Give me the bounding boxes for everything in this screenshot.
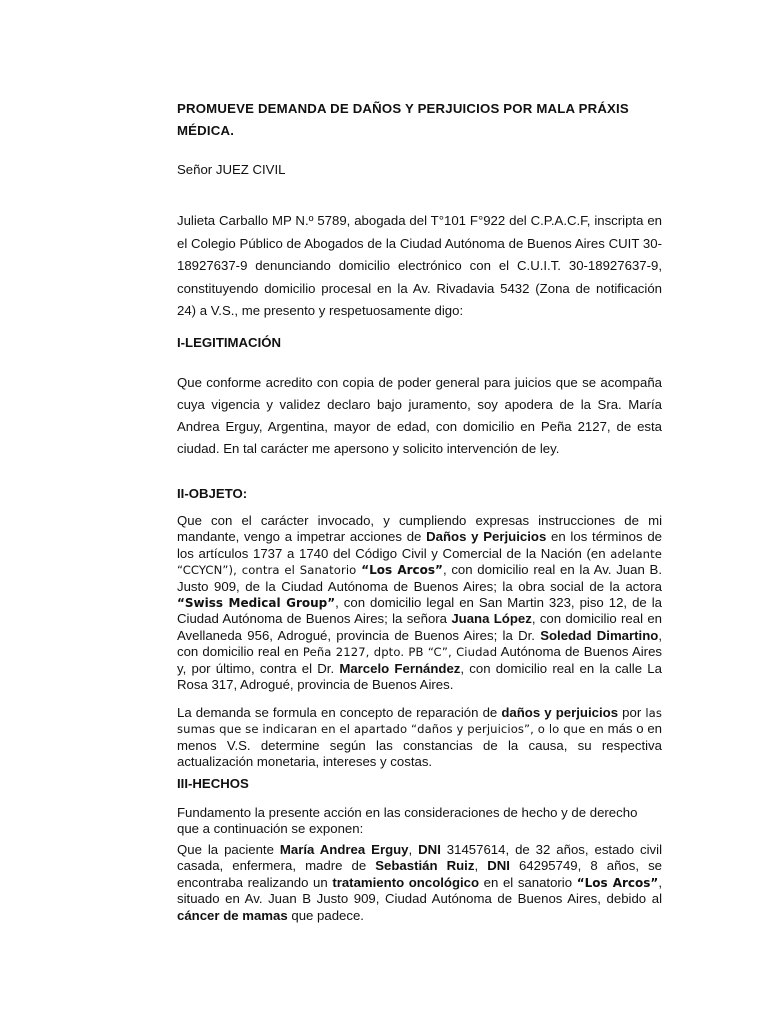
bold-sebastian-ruiz: Sebastián Ruiz xyxy=(375,858,475,874)
document-title: PROMUEVE DEMANDA DE DAÑOS Y PERJUICIOS POR MALA PRÁXIS MÉDICA. xyxy=(177,101,629,138)
text-run: en el sanatorio xyxy=(479,874,577,890)
text-run: , situado en Av. Juan B Justo 909, Ciudad Autónoma de Buenos Aires, debido al xyxy=(177,874,662,907)
bold-danos-perjuicios: Daños y Perjuicios xyxy=(426,529,547,545)
bold-tratamiento-oncologico: tratamiento oncológico xyxy=(332,874,480,890)
section-heading-hechos: III-HECHOS xyxy=(177,776,249,791)
hechos-paragraph xyxy=(177,842,662,924)
bold-danos-perjuicios: daños y perjuicios xyxy=(501,705,619,720)
text-run: , con domicilio legal en San Martin 323, piso 12, de la Ciudad Autónoma de Buenos Aires; la señora xyxy=(177,595,662,627)
text-run: , con domicilio real en la Av. Juan B. Justo 909, de la Ciudad Autónoma de Buenos Aires; la obra social de la actora xyxy=(177,562,662,594)
text-run: Peña 2127, dpto. PB “C”, Ciudad xyxy=(302,645,498,660)
text-run: La demanda se formula en concepto de reparación de xyxy=(177,705,502,720)
text-run: 64295749, 8 años, se encontraba realizando un xyxy=(177,858,662,890)
bold-maria-andrea-erguy: María Andrea Erguy xyxy=(279,842,409,857)
text-run: que padece. xyxy=(287,907,364,923)
section-heading-legitimacion: I-LEGITIMACIÓN xyxy=(177,335,282,350)
text-run: por xyxy=(618,705,646,720)
text-run: Que la paciente xyxy=(177,842,280,857)
text-run: , xyxy=(408,842,419,857)
bold-soledad-dimartino: Soledad Dimartino xyxy=(540,627,659,643)
bold-marcelo-fernandez: Marcelo Fernández xyxy=(339,660,461,676)
bold-los-arcos: “Los Arcos” xyxy=(361,563,443,578)
fundamento-paragraph: Fundamento la presente acción en las consideraciones de hecho y de derecho que a continuación se exponen: xyxy=(177,805,638,837)
intro-paragraph: Julieta Carballo MP N.º 5789, abogada del T°101 F°922 del C.P.A.C.F, inscripta en el Colegio Público de Abogados de la Ciudad Autónoma de Buenos Aires CUIT 30-18927637-9 denunciando domicilio electrónico con el C.U.I.T. 30-18927637-9, constituyendo domicilio procesal en la Av. Rivadavia 5432 (Zona de notificación 24) a V.S., me presento y respetuosamente digo: xyxy=(177,213,662,318)
text-run: , xyxy=(474,858,488,874)
text-run: , con domicilio real en Avellaneda 956, Adrogué, provincia de Buenos Aires; la Dr. xyxy=(177,611,662,643)
text-run: Autónoma de Buenos Aires y, por último, contra el Dr. xyxy=(177,644,663,676)
text-run: Que con el carácter invocado, y cumpliendo expresas instrucciones de mi mandante, vengo a impetrar acciones de xyxy=(177,513,662,545)
text-run: en los términos de los artículos 1737 a 1740 del Código Civil y Comercial de la Nación (en xyxy=(177,529,663,561)
bold-juana-lopez: Juana López xyxy=(451,611,532,627)
text-run: , con domicilio real en la calle La Rosa 317, Adrogué, provincia de Buenos Aires. xyxy=(177,660,662,693)
bold-swiss-medical: “Swiss Medical Group” xyxy=(177,596,336,611)
text-run: 31457614, de 32 años, estado civil casada, enfermera, madre de xyxy=(177,842,662,874)
text-run: más o en menos V.S. determine según las constancias de la causa, su respectiva actualización monetaria, intereses y costas. xyxy=(177,721,662,770)
bold-cancer-de-mamas: cáncer de mamas xyxy=(177,907,288,923)
text-run: , con domicilio real en xyxy=(177,627,662,660)
objeto-paragraph xyxy=(177,513,662,693)
bold-dni: DNI xyxy=(418,842,441,857)
section-heading-objeto: II-OBJETO: xyxy=(177,486,248,501)
bold-los-arcos: “Los Arcos” xyxy=(576,875,659,890)
bold-dni: DNI xyxy=(487,858,510,874)
addressee: Señor JUEZ CIVIL xyxy=(177,162,286,177)
demanda-paragraph xyxy=(177,705,662,771)
text-run: las sumas que se indicaran en el apartado “daños y perjuicios”, o lo que en xyxy=(177,706,662,737)
text-run: adelante “CCYCN”), contra el Sanatorio xyxy=(177,546,662,578)
legitimacion-paragraph: Que conforme acredito con copia de poder general para juicios que se acompaña cuya vigencia y validez declaro bajo juramento, soy apodera de la Sra. María Andrea Erguy, Argentina, mayor de edad, con domicilio en Peña 2127, de esta ciudad. En tal carácter me apersono y solicito intervención de ley. xyxy=(177,375,662,456)
